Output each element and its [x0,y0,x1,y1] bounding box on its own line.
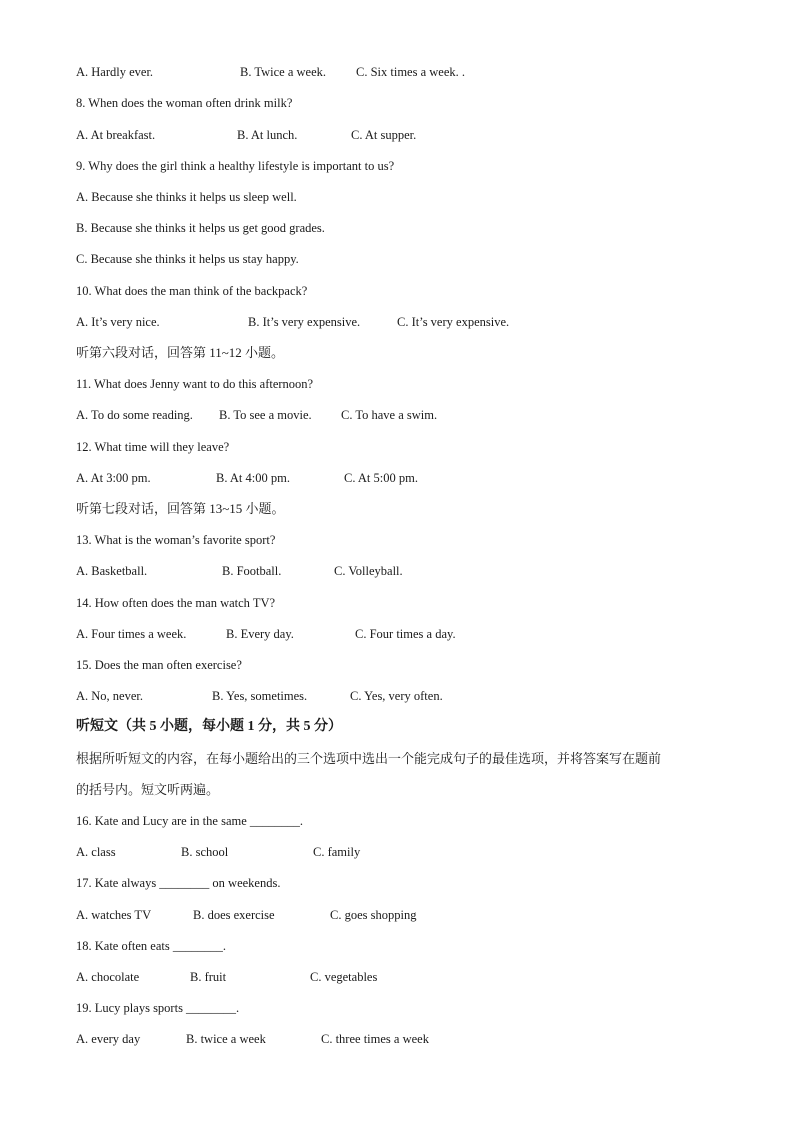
option-b: B. twice a week [186,1032,266,1046]
option-b: B. Every day. [226,627,294,641]
question-10: 10. What does the man think of the backpack? [76,284,308,298]
question-8: 8. When does the woman often drink milk? [76,96,293,110]
option-9c: C. Because she thinks it helps us stay happy. [76,252,299,266]
option-a: A. At 3:00 pm. [76,471,151,485]
question-18: 18. Kate often eats ________. [76,939,226,953]
option-c: C. To have a swim. [341,408,438,422]
option-a: A. No, never. [76,689,143,703]
option-c: C. three times a week [321,1032,429,1046]
option-b: B. fruit [190,970,227,984]
question-16: 16. Kate and Lucy are in the same ________. [76,814,304,828]
section-7-instruction: 听第七段对话，回答第 13~15 小题。 [76,501,285,516]
option-a: A. class [76,845,116,859]
option-c: C. Four times a day. [355,627,456,641]
question-11: 11. What does Jenny want to do this afternoon? [76,377,314,391]
option-a: A. chocolate [76,970,140,984]
option-a: A. Hardly ever. [76,65,154,79]
question-17: 17. Kate always ________ on weekends. [76,876,281,890]
option-9b: B. Because she thinks it helps us get good grades. [76,221,325,235]
question-12: 12. What time will they leave? [76,440,230,454]
option-b: B. Twice a week. [240,65,327,79]
option-a: A. To do some reading. [76,408,193,422]
option-b: B. At 4:00 pm. [216,471,290,485]
option-c: C. It’s very expensive. [397,315,510,329]
option-b: B. It’s very expensive. [248,315,361,329]
question-9: 9. Why does the girl think a healthy lifestyle is important to us? [76,159,395,173]
option-9a: A. Because she thinks it helps us sleep well. [76,190,297,204]
section-instruction-line-1: 根据所听短文的内容，在每小题给出的三个选项中选出一个能完成句子的最佳选项，并将答案写在题前 [76,751,662,766]
option-b: B. At lunch. [237,128,298,142]
question-19: 19. Lucy plays sports ________. [76,1001,240,1015]
question-15: 15. Does the man often exercise? [76,658,242,672]
question-14: 14. How often does the man watch TV? [76,596,276,610]
option-c: C. goes shopping [330,908,417,922]
section-heading: 听短文（共 5 小题，每小题 1 分，共 5 分） [76,719,342,734]
option-c: C. family [313,845,361,859]
option-a: A. watches TV [76,908,152,922]
option-a: A. It’s very nice. [76,315,160,329]
option-c: C. At supper. [351,128,417,142]
option-b: B. does exercise [193,908,275,922]
option-c: C. Volleyball. [334,564,403,578]
option-b: B. school [181,845,229,859]
option-b: B. To see a movie. [219,408,312,422]
option-c: C. Yes, very often. [350,689,443,703]
option-c: C. At 5:00 pm. [344,471,418,485]
section-6-instruction: 听第六段对话，回答第 11~12 小题。 [76,345,285,360]
question-13: 13. What is the woman’s favorite sport? [76,533,276,547]
option-c: C. Six times a week. . [356,65,466,79]
option-b: B. Football. [222,564,282,578]
option-a: A. Four times a week. [76,627,187,641]
section-instruction-line-2: 的括号内。短文听两遍。 [76,782,220,797]
option-a: A. every day [76,1032,141,1046]
option-a: A. At breakfast. [76,128,156,142]
option-a: A. Basketball. [76,564,148,578]
option-b: B. Yes, sometimes. [212,689,308,703]
option-c: C. vegetables [310,970,378,984]
